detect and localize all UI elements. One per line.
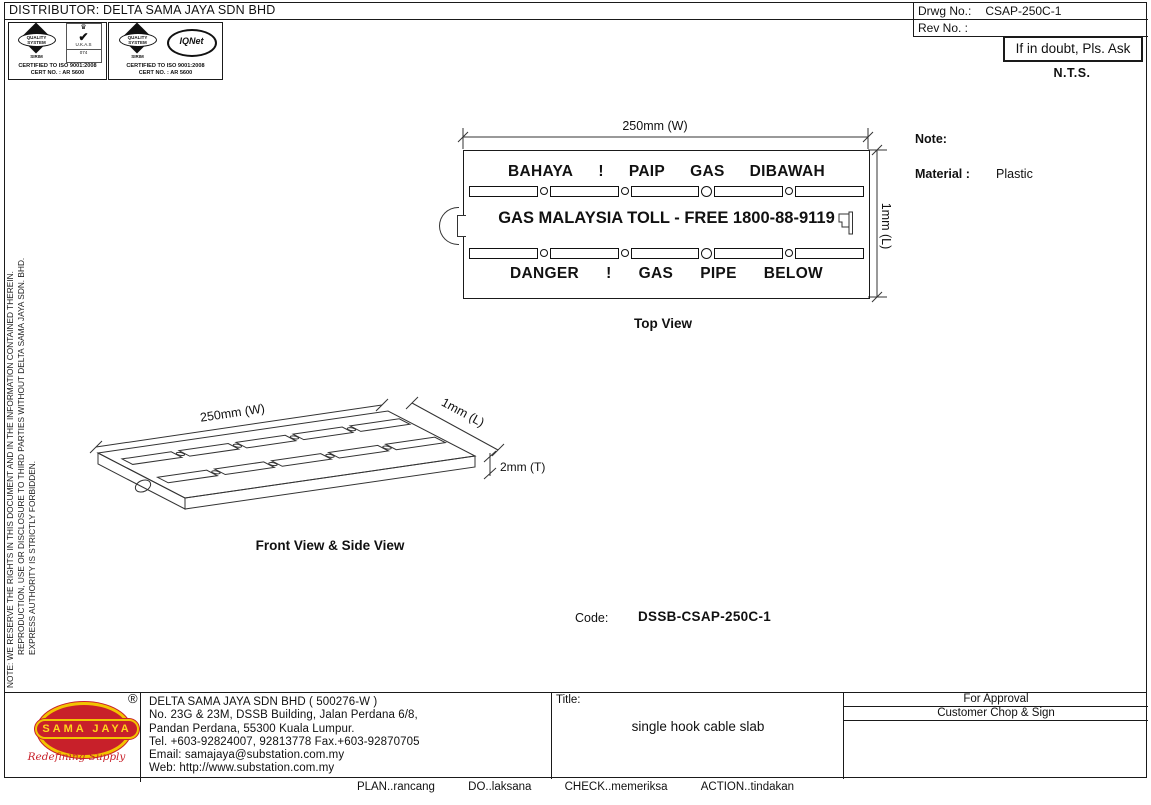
company-email: Email: samajaya@substation.com.my: [149, 749, 345, 762]
title-label: Title:: [556, 694, 581, 706]
drwg-no-row: [913, 2, 1148, 20]
slot-row-top: [467, 185, 866, 197]
slot-row-bottom: [467, 247, 866, 259]
top-view-length-dim: 1mm (L): [879, 202, 893, 250]
rights-note-line: NOTE: WE RESERVE THE RIGHTS IN THIS DOCUMENT AND IN THE INFORMATION CONTAINED THEREIN.: [5, 271, 15, 688]
drwg-no-label: Drwg No.:: [918, 4, 972, 18]
rev-no-row: [913, 19, 1148, 37]
pdca-action: ACTION..tindakan: [700, 781, 795, 793]
approval-signature-area: [844, 721, 1148, 779]
note-label: Note:: [915, 132, 947, 146]
drwg-no-value: CSAP-250C-1: [985, 4, 1062, 18]
ukas-number: 074: [67, 49, 101, 55]
company-phone: Tel. +603-92824007, 92813778 Fax.+603-92870705: [149, 735, 420, 748]
checkmark-icon: ✔: [78, 30, 89, 44]
company-info-cell: [140, 693, 564, 782]
top-view-label: Top View: [633, 316, 692, 331]
crown-icon: ♛: [80, 24, 87, 31]
company-name: DELTA SAMA JAYA SDN BHD ( 500276-W ): [149, 696, 378, 708]
pdca-line: [0, 781, 1151, 793]
approval-cell: [843, 693, 1148, 779]
cert-box-ukas: [8, 22, 107, 80]
cert-box-iqnet: [108, 22, 223, 80]
company-address-1: No. 23G & 23M, DSSB Building, Jalan Perdana 6/8,: [149, 709, 418, 722]
sirim-label: SIRIM: [131, 54, 144, 59]
front-view-length-dim: 1mm (L): [439, 395, 487, 430]
danger-text-row: DANGER ! GAS PIPE BELOW: [510, 265, 823, 282]
cert-iso-line: CERTIFIED TO ISO 9001:2008: [18, 63, 97, 69]
rev-no-label: Rev No. :: [918, 21, 969, 35]
rights-note: [5, 232, 39, 688]
material-value: Plastic: [996, 167, 1033, 181]
code-label: Code:: [575, 611, 609, 625]
cert-no-line: CERT NO. : AR 5600: [30, 69, 85, 76]
quality-system-logo: [115, 24, 161, 62]
toll-free-text: GAS MALAYSIA TOLL - FREE 1800-88-9119: [498, 209, 835, 227]
pdca-do: DO..laksana: [468, 781, 532, 793]
title-cell: [551, 693, 844, 779]
front-view-width-dim: 250mm (W): [199, 401, 266, 425]
pdca-check: CHECK..memeriksa: [564, 781, 668, 793]
for-approval-header: For Approval: [844, 693, 1148, 707]
title-block: [4, 692, 1147, 779]
quality-system-label: QUALITY SYSTEM: [18, 33, 56, 47]
distributor-header: DISTRIBUTOR: DELTA SAMA JAYA SDN BHD: [4, 2, 918, 20]
quality-system-label: QUALITY SYSTEM: [119, 33, 157, 47]
quality-system-logo: [14, 24, 60, 62]
logo-tagline: Redefining Supply: [27, 751, 126, 763]
cert-iso-line: CERTIFIED TO ISO 9001:2008: [126, 63, 205, 69]
iqnet-logo: IQNet: [167, 29, 217, 57]
flag-icon: [839, 212, 853, 235]
ukas-label: U.K.A.S: [75, 42, 92, 47]
front-side-view-drawing: [85, 383, 555, 538]
rights-note-line: REPRODUCTION, USE OR DISCLOSURE TO THIRD PARTIES WITHOUT DELTA SAMA JAYA SDN. BHD.: [16, 257, 26, 655]
rights-note-line: EXPRESS AUTHORITY IS STRICTLY FORBIDDEN.: [27, 460, 37, 655]
front-view-thickness-dim: 2mm (T): [500, 460, 546, 474]
customer-chop-sign-header: Customer Chop & Sign: [844, 707, 1148, 721]
cert-no-line: CERT NO. : AR 5600: [138, 69, 193, 76]
company-web: Web: http://www.substation.com.my: [149, 762, 335, 775]
top-view-drawing: [463, 150, 870, 299]
registered-mark: ®: [128, 691, 138, 706]
scale-label: N.T.S.: [1053, 66, 1091, 80]
sirim-label: SIRIM: [30, 54, 43, 59]
ukas-logo: [66, 23, 102, 63]
certification-block: [8, 22, 224, 80]
material-label: Material :: [915, 167, 970, 181]
samajaya-brand: SAMA JAYA: [35, 719, 139, 739]
front-view-label: Front View & Side View: [255, 538, 405, 553]
logo-cell: [4, 693, 140, 779]
pdca-plan: PLAN..rancang: [356, 781, 435, 793]
company-address-2: Pandan Perdana, 55300 Kuala Lumpur.: [149, 722, 355, 735]
drawing-title: single hook cable slab: [631, 719, 765, 734]
bahaya-text-row: BAHAYA ! PAIP GAS DIBAWAH: [508, 163, 825, 180]
if-in-doubt-box: If in doubt, Pls. Ask: [1003, 36, 1143, 62]
code-value: DSSB-CSAP-250C-1: [638, 609, 772, 624]
top-view-width-dim: 250mm (W): [622, 119, 688, 133]
